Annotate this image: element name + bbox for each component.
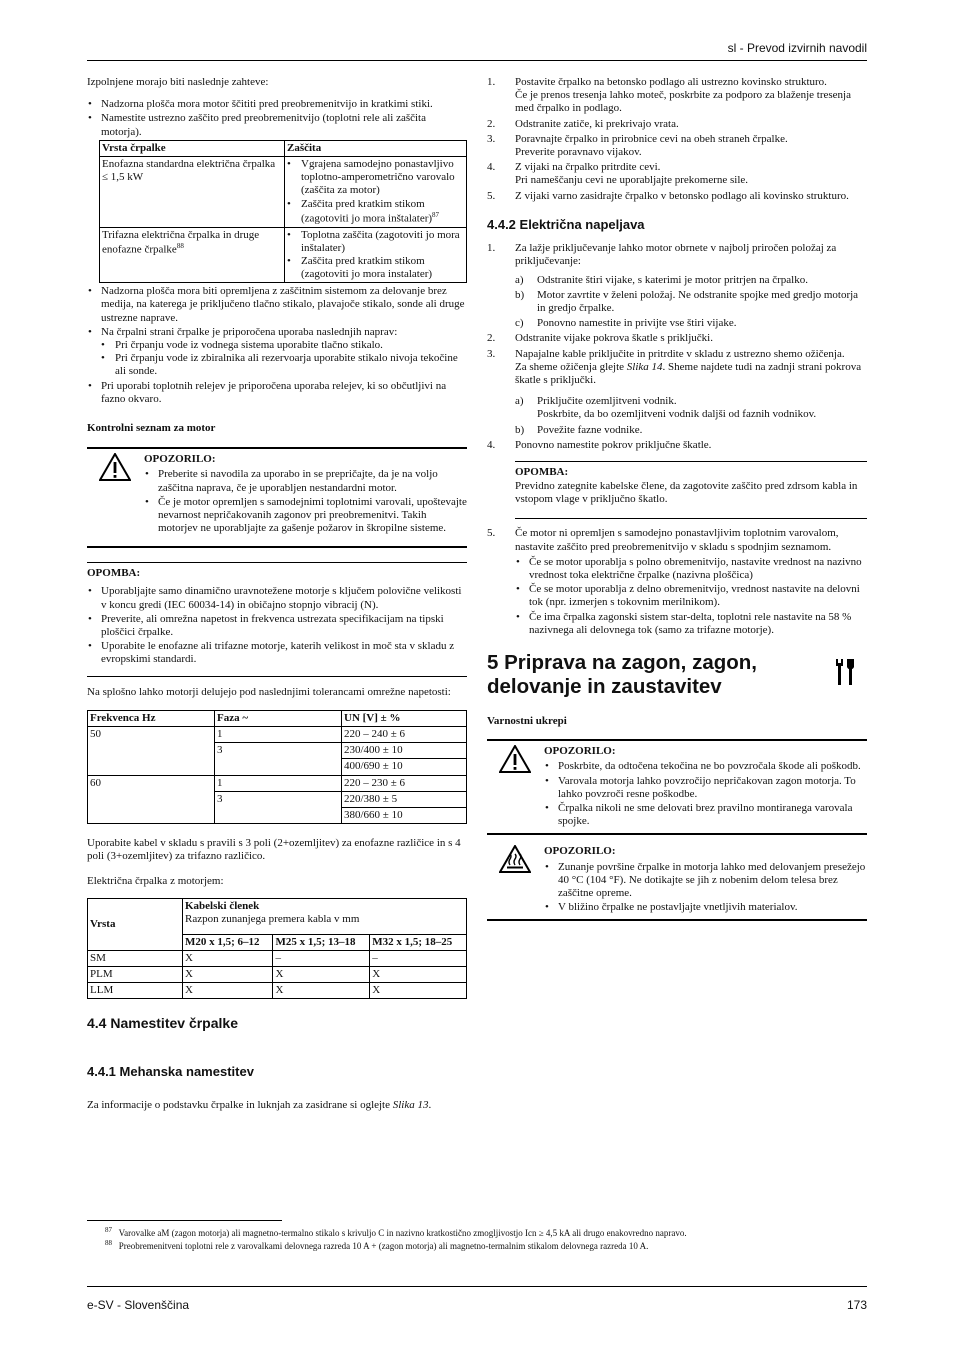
table-cell: 3	[215, 791, 342, 823]
voltage-table	[87, 710, 467, 824]
footnote-number: 87	[105, 1226, 112, 1234]
note-text: Previdno zategnite kabelske člene, da zagotovite zaščito pred zdrsom kabla in vstopom vlage v priključno škatlo.	[515, 480, 858, 506]
footnote-text: Varovalke aM (zagon motorja) ali magnetno-termalno stikalo s krivuljo C in nazivno kratkostično zmogljivostjo Icn ≥ 4,5 kA ali drugo enakovredno napravo.	[118, 1228, 687, 1238]
list-item	[287, 198, 464, 226]
table-header: Frekvenca Hz	[88, 710, 215, 726]
list-item	[487, 332, 867, 345]
table-cell: 1	[215, 775, 342, 791]
warning-title: OPOZORILO:	[544, 845, 616, 858]
warning-icon	[99, 453, 131, 481]
step-text: Postavite črpalko na betonsko podlago ali ustrezno kovinsko strukturo.	[515, 76, 827, 88]
table-cell: –	[370, 950, 467, 966]
header-title: sl - Prevod izvirnih navodil	[727, 41, 867, 55]
list-item: • Preberite si navodila za uporabo in se prepričajte, da je na voljo zaščitna naprava, če je uporabljen nestandardni motor.	[144, 468, 467, 494]
sub-step-text: Motor zavrtite v želeni položaj. Ne odstranite spojke med gredjo motorja in gredjo črpalke.	[537, 288, 859, 315]
step-text: Odstranite vijake pokrova škatle s priključki.	[515, 332, 713, 345]
page-number: 173	[846, 1298, 867, 1312]
list-item: • Vgrajena samodejno ponastavljivo toplotno-amperometrično varovalo (zaščita za motor)	[287, 158, 464, 198]
footer-left: e-SV - Slovenščina	[87, 1298, 190, 1312]
page-footer	[87, 1286, 867, 1312]
table-cell	[100, 156, 285, 227]
step-number: 2.	[487, 117, 496, 130]
step-number: 2.	[487, 332, 496, 345]
sub-step-text: Poskrbite, da bo ozemljitveni vodnik daljši od faznih vodnikov.	[537, 408, 817, 421]
section-heading-4-4-1: 4.4.1 Mehanska namestitev	[87, 1064, 254, 1080]
mechanical-text	[87, 1098, 467, 1114]
footnote-ref: 87	[432, 210, 440, 219]
requirements-list-2	[87, 285, 467, 406]
table-header: M20 x 1,5; 6–12	[183, 934, 273, 950]
list-item: • Če se motor uporablja s polno obremenitvijo, nastavite vrednost na nazivno vrednost toka električne črpalke (nazivna ploščica)	[515, 556, 867, 582]
step-text: Če je prenos tresenja lahko moteč, poskrbite za podporo za blaženje tresenja med črpalko in podlago.	[515, 89, 851, 115]
electrical-steps	[487, 242, 867, 452]
cable-text: Uporabite kabel v skladu s pravili s 3 poli (2+ozemljitev) za enofazne različice in s 4 poli (3+ozemljitev) za trifazno različico.	[87, 837, 461, 863]
list-item: • Nadzorna plošča mora biti opremljena z zaščitnim sistemom za delovanje brez medija, na katerega je priključeno tlačno stikalo, plavajoče stikalo, sonde ali druge ustrezne naprave.	[87, 285, 467, 325]
table-header: M25 x 1,5; 13–18	[273, 934, 370, 950]
table-header: Faza ~	[215, 710, 342, 726]
warning-title: OPOZORILO:	[144, 453, 216, 466]
chapter-5-heading	[487, 651, 867, 698]
mech-text: Za informacije o podstavku črpalke in luknjah za zasidrane si oglejte	[87, 1098, 390, 1111]
gland-header: Kabelski členek	[185, 899, 260, 912]
step-number: 5.	[487, 189, 496, 202]
table-cell: X	[370, 967, 467, 983]
table-cell: 50	[88, 726, 215, 775]
list-item	[487, 118, 867, 131]
section-heading-4-4: 4.4 Namestitev črpalke	[87, 1015, 238, 1032]
tolerance-text: Na splošno lahko motorji delujejo pod naslednjimi tolerancami omrežne napetosti:	[87, 685, 451, 698]
table-header: M32 x 1,5; 18–25	[370, 934, 467, 950]
list-item	[487, 76, 867, 116]
table-cell: X	[370, 983, 467, 999]
footnote-text: Preobremenitveni toplotni rele z varovalkami delovnega razreda 10 A + (zagon motorja) ali magnetno-termalnim stikalom delovnega razreda 10 A.	[118, 1240, 649, 1251]
warning-box	[87, 447, 467, 548]
step-number: 3.	[487, 347, 496, 360]
step-text: Z vijaki na črpalko pritrdite cevi.	[515, 161, 661, 174]
gland-sub: Razpon zunanjega premera kabla v mm	[185, 912, 360, 925]
tools-icon	[833, 657, 855, 687]
list-item: • Namestite ustrezno zaščito pred preobremenitvijo (toplotni rele ali zaščita motorja).	[87, 112, 467, 138]
table-cell: 380/660 ± 10	[342, 807, 467, 823]
step-text: Pri nameščanju cevi ne uporabljajte prekomerne sile.	[515, 174, 749, 187]
step-number: 1.	[487, 76, 496, 88]
table-cell: –	[273, 950, 370, 966]
table-row	[88, 983, 467, 999]
sub-step-letter: c)	[515, 317, 524, 330]
list-item: • V bližino črpalke ne postavljajte vnetljivih materialov.	[544, 901, 867, 914]
list-item: • Pri uporabi toplotnih relejev je priporočena uporaba relejev, ki so občutljivi na fazno okvaro.	[87, 380, 467, 406]
table-cell	[100, 227, 285, 283]
table-cell: 60	[88, 775, 215, 824]
table-header	[183, 898, 467, 934]
step-text: Poravnajte črpalko in prirobnice cevi na obeh straneh črpalke.	[515, 132, 788, 145]
list-item: • Varovala motorja lahko povzročijo nepričakovan zagon motorja. To lahko povzroči resne poškodbe.	[544, 775, 867, 801]
sub-steps	[515, 274, 867, 331]
item-text: Zaščita pred kratkim stikom (zagotoviti jo mora inštalater)	[301, 197, 433, 225]
list-item: • Če je motor opremljen s samodejnimi toplotnimi varovali, upoštevajte nevarnost nepričakovanih zagonov pri preobremenitvi. Takih motorjev ne uporabljajte za gašenje požarov in škropilne sisteme.	[144, 496, 467, 536]
mech-end: .	[428, 1098, 432, 1111]
table-cell: X	[273, 967, 370, 983]
figure-ref: Slika 14	[626, 360, 663, 373]
electrical-steps-cont	[487, 527, 867, 637]
step-text: Napajalne kable priključite in pritrdite v skladu z ustrezno shemo ožičenja.	[515, 347, 845, 360]
footnote	[105, 1226, 867, 1239]
step-text: Za sheme ožičenja glejte	[515, 360, 625, 373]
warning-box	[487, 739, 867, 835]
step-text: Če motor ni opremljen s samodejno ponastavljivim toplotnim varovalom, nastavite zaščito pred preobremenitvijo v skladu s spodnjim seznamom.	[515, 527, 839, 553]
figure-ref: Slika 13	[392, 1098, 429, 1111]
footnote	[105, 1239, 867, 1252]
hot-surface-icon	[499, 845, 531, 873]
list-item: • Nadzorna plošča mora motor ščititi pred preobremenitvijo in kratkimi stiki.	[87, 98, 467, 111]
table-cell: 220/380 ± 5	[342, 791, 467, 807]
sub-step-text: Ponovno namestite in privijte vse štiri vijake.	[537, 317, 737, 330]
footnote-rule	[87, 1220, 282, 1221]
step-number: 1.	[487, 242, 496, 255]
list-item: • Če ima črpalka zagonski sistem star-delta, toplotni rele nastavite na 58 % nazivnega ali delovnega tok (samo za trifazne motorje).	[515, 611, 867, 637]
note-title: OPOMBA:	[87, 567, 141, 580]
table-cell: X	[183, 967, 273, 983]
list-item	[487, 242, 867, 330]
table-cell: X	[183, 983, 273, 999]
table-cell: X	[273, 983, 370, 999]
list-item: • Uporabljajte samo dinamično uravnotežene motorje s ključem polovične velikosti v koncu gredi (IEC 60034-14) in običajno stopnjo vibracij (N).	[87, 585, 467, 611]
pump-motor-text: Električna črpalka z motorjem:	[87, 875, 224, 888]
table-header: UN [V] ± %	[342, 710, 467, 726]
step-number: 4.	[487, 161, 496, 174]
pump-type: Trifazna električna črpalka in druge enofazne črpalke	[102, 228, 260, 256]
list-item: • Črpalka nikoli ne sme delovati brez pravilno montiranega varovala spojke.	[544, 802, 867, 828]
list-item: • Poskrbite, da odtočena tekočina ne bo povzročala škode ali poškodb.	[544, 760, 867, 773]
list-item	[487, 190, 867, 203]
checklist-title: Kontrolni seznam za motor	[87, 421, 216, 434]
list-item: • Uporabite le enofazne ali trifazne motorje, katerih velikost in moč sta v skladu z evropskimi standardi.	[87, 640, 467, 666]
table-cell: LLM	[88, 983, 183, 999]
warning-box	[487, 841, 867, 921]
pump-type: Enofazna standardna električna črpalka ≤ 1,5 kW	[102, 157, 276, 184]
table-cell: 3	[215, 743, 342, 775]
table-header: Zaščita	[285, 140, 467, 156]
step-text: Z vijaki varno zasidrajte črpalko v betonsko podlago ali kovinsko strukturo.	[515, 189, 849, 202]
footnote-number: 88	[105, 1238, 112, 1247]
table-cell: SM	[88, 950, 183, 966]
warning-title: OPOZORILO:	[544, 745, 616, 758]
list-item	[487, 439, 867, 452]
cable-gland-table	[87, 898, 467, 1000]
table-cell: 1	[215, 726, 342, 742]
protection-table	[99, 140, 467, 284]
sub-step-letter: a)	[515, 273, 524, 286]
table-cell: 400/690 ± 10	[342, 759, 467, 775]
requirements-intro: Izpolnjene morajo biti naslednje zahteve:	[87, 76, 269, 88]
page-header	[87, 40, 867, 61]
note-box	[87, 562, 467, 676]
note-title: OPOMBA:	[515, 465, 569, 478]
sub-list	[101, 339, 467, 379]
list-item	[487, 161, 867, 187]
list-item	[515, 424, 867, 437]
sub-step-text: Priključite ozemljitveni vodnik.	[537, 395, 677, 408]
step-text: Za lažje priključevanje lahko motor obrnete v najbolj priročen položaj za priključevanje:	[515, 242, 837, 268]
sub-step-text: Odstranite štiri vijake, s katerimi je motor pritrjen na črpalko.	[537, 273, 808, 286]
table-cell: 220 – 230 ± 6	[342, 775, 467, 791]
item-text: Na črpalni strani črpalke je priporočena uporaba naslednjih naprav:	[101, 325, 398, 338]
right-column	[487, 76, 867, 921]
table-cell: PLM	[88, 967, 183, 983]
requirements-list	[87, 98, 467, 139]
section-heading-4-4-2: 4.4.2 Električna napeljava	[487, 216, 645, 232]
chapter-title: 5 Priprava na zagon, zagon, delovanje in zaustavitev	[487, 650, 757, 698]
warning-icon	[499, 745, 531, 773]
footnote-ref: 88	[176, 241, 184, 250]
list-item: • Pri črpanju vode iz zbiralnika ali rezervoarja uporabite stikalo nivoja tekočine ali sonde.	[101, 352, 467, 378]
table-header: Vrsta	[88, 898, 183, 950]
safety-title: Varnostni ukrepi	[487, 715, 567, 728]
sub-steps	[515, 395, 867, 437]
step-number: 3.	[487, 132, 496, 145]
step-text: Preverite poravnavo vijakov.	[515, 145, 642, 158]
table-row	[88, 950, 467, 966]
list-item	[515, 289, 867, 315]
left-column	[87, 76, 467, 1114]
list-item: • Toplotna zaščita (zagotoviti jo mora inštalater)	[287, 229, 464, 255]
note-box	[515, 461, 867, 520]
mechanical-steps	[487, 76, 867, 203]
list-item	[515, 274, 867, 287]
table-cell	[285, 156, 467, 227]
step-number: 4.	[487, 438, 496, 451]
table-header: Vrsta črpalke	[100, 140, 285, 156]
step-number: 5.	[487, 527, 496, 540]
step-text: . Sheme najdete tudi na zadnji strani pokrova škatle s priključki.	[515, 360, 862, 386]
table-cell: 220 – 240 ± 6	[342, 726, 467, 742]
sub-list	[515, 556, 867, 637]
sub-step-letter: b)	[515, 288, 525, 301]
list-item: • Preverite, ali omrežna napetost in frekvenca ustrezata specifikacijam na tipski ploščici črpalke.	[87, 613, 467, 639]
list-item: • Zunanje površine črpalke in motorja lahko med delovanjem presežejo 40 °C (104 °F). Ne dotikajte se jih z nobenim delom telesa brez zaščitne opreme.	[544, 861, 867, 901]
list-item	[487, 348, 867, 437]
list-item	[515, 317, 867, 330]
step-text: Odstranite zatiče, ki prekrivajo vrata.	[515, 117, 679, 130]
sub-step-letter: a)	[515, 395, 524, 408]
list-item: • Zaščita pred kratkim stikom (zagotoviti jo mora instalater)	[287, 255, 464, 281]
sub-step-letter: b)	[515, 423, 525, 436]
table-row	[88, 967, 467, 983]
list-item	[487, 133, 867, 159]
table-cell: X	[183, 950, 273, 966]
list-item	[87, 326, 467, 379]
step-text: Ponovno namestite pokrov priključne škatle.	[515, 438, 712, 451]
list-item	[487, 527, 867, 637]
list-item: • Če se motor uporablja z delno obremenitvijo, vrednost nastavite na delovni tok (npr. izmerjen s tokovnim merilnikom).	[515, 583, 867, 609]
list-item	[515, 395, 867, 421]
footnotes	[87, 1220, 867, 1252]
table-cell	[285, 227, 467, 283]
sub-step-text: Povežite fazne vodnike.	[537, 423, 643, 436]
list-item: • Pri črpanju vode iz vodnega sistema uporabite tlačno stikalo.	[101, 339, 467, 352]
table-cell: 230/400 ± 10	[342, 743, 467, 759]
